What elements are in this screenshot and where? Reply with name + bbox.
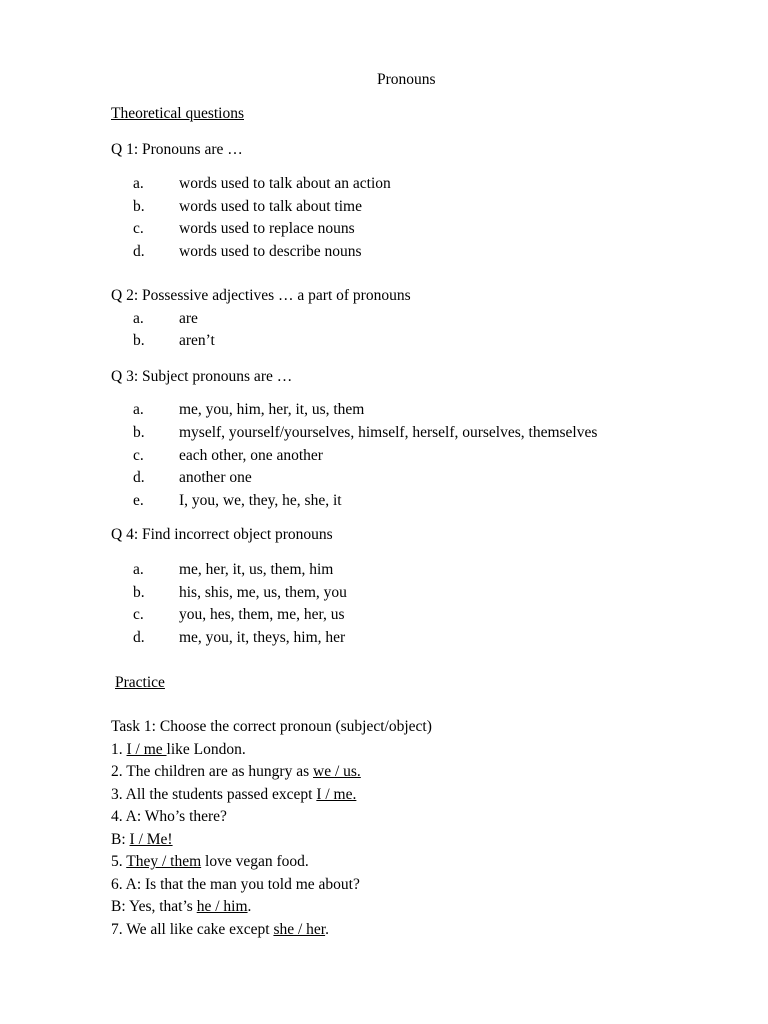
question-4: Q 4: Find incorrect object pronouns bbox=[111, 526, 333, 543]
option-text: his, shis, me, us, them, you bbox=[179, 584, 347, 601]
item-prefix: 3. All the students passed except bbox=[111, 786, 317, 803]
task-1-heading: Task 1: Choose the correct pronoun (subject/object) bbox=[111, 718, 432, 735]
item-prefix: 4. A: Who’s there? bbox=[111, 808, 227, 825]
option-text: me, you, it, theys, him, her bbox=[179, 629, 346, 646]
question-3: Q 3: Subject pronouns are … bbox=[111, 368, 293, 385]
option-letter: b. bbox=[133, 332, 145, 349]
pronoun-choice: They / them bbox=[126, 853, 202, 870]
option-text: another one bbox=[179, 469, 252, 486]
pronoun-choice: I / me. bbox=[316, 786, 357, 803]
option-letter: c. bbox=[133, 447, 144, 464]
item-prefix: B: Yes, that’s bbox=[111, 898, 197, 915]
option-text: aren’t bbox=[179, 332, 215, 349]
option-letter: c. bbox=[133, 220, 144, 237]
option-letter: b. bbox=[133, 424, 145, 441]
item-prefix: 1. bbox=[111, 741, 127, 758]
pronoun-choice: she / her bbox=[273, 921, 326, 938]
pronoun-choice: I / me bbox=[126, 741, 167, 758]
task-item bbox=[111, 831, 173, 849]
page-title: Pronouns bbox=[377, 71, 436, 88]
question-1: Q 1: Pronouns are … bbox=[111, 141, 243, 158]
option-text: are bbox=[179, 310, 198, 327]
option-letter: a. bbox=[133, 175, 144, 192]
task-item bbox=[111, 808, 227, 826]
option-text: me, you, him, her, it, us, them bbox=[179, 401, 365, 418]
item-prefix: 5. bbox=[111, 853, 127, 870]
pronoun-choice: we / us. bbox=[313, 763, 361, 780]
item-prefix: B: bbox=[111, 831, 130, 848]
section-heading-theory: Theoretical questions bbox=[111, 105, 244, 122]
item-prefix: 2. The children are as hungry as bbox=[111, 763, 314, 780]
option-text: me, her, it, us, them, him bbox=[179, 561, 334, 578]
item-suffix: love vegan food. bbox=[201, 853, 309, 870]
pronoun-choice: he / him bbox=[196, 898, 248, 915]
item-suffix: like London. bbox=[166, 741, 246, 758]
option-letter: e. bbox=[133, 492, 144, 509]
section-heading-practice: Practice bbox=[115, 674, 165, 691]
option-letter: d. bbox=[133, 469, 145, 486]
option-letter: a. bbox=[133, 310, 144, 327]
option-text: I, you, we, they, he, she, it bbox=[179, 492, 342, 509]
option-letter: d. bbox=[133, 243, 145, 260]
question-2: Q 2: Possessive adjectives … a part of pronouns bbox=[111, 287, 411, 304]
option-letter: a. bbox=[133, 561, 144, 578]
option-letter: a. bbox=[133, 401, 144, 418]
option-letter: c. bbox=[133, 606, 144, 623]
task-item bbox=[111, 898, 251, 916]
option-text: you, hes, them, me, her, us bbox=[179, 606, 345, 623]
option-text: words used to talk about time bbox=[179, 198, 362, 215]
task-item bbox=[111, 921, 329, 939]
item-suffix: . bbox=[247, 898, 252, 915]
option-text: each other, one another bbox=[179, 447, 323, 464]
option-text: words used to talk about an action bbox=[179, 175, 391, 192]
task-item bbox=[111, 876, 360, 894]
option-text: words used to describe nouns bbox=[179, 243, 362, 260]
item-prefix: 7. We all like cake except bbox=[111, 921, 274, 938]
option-text: words used to replace nouns bbox=[179, 220, 355, 237]
option-letter: b. bbox=[133, 584, 145, 601]
pronoun-choice: I / Me! bbox=[129, 831, 173, 848]
task-item bbox=[111, 853, 309, 871]
item-suffix: . bbox=[325, 921, 329, 938]
task-item bbox=[111, 763, 361, 781]
option-text: myself, yourself/yourselves, himself, herself, ourselves, themselves bbox=[179, 424, 598, 441]
item-prefix: 6. A: Is that the man you told me about? bbox=[111, 876, 360, 893]
option-letter: d. bbox=[133, 629, 145, 646]
task-item bbox=[111, 741, 246, 759]
option-letter: b. bbox=[133, 198, 145, 215]
task-item bbox=[111, 786, 356, 804]
